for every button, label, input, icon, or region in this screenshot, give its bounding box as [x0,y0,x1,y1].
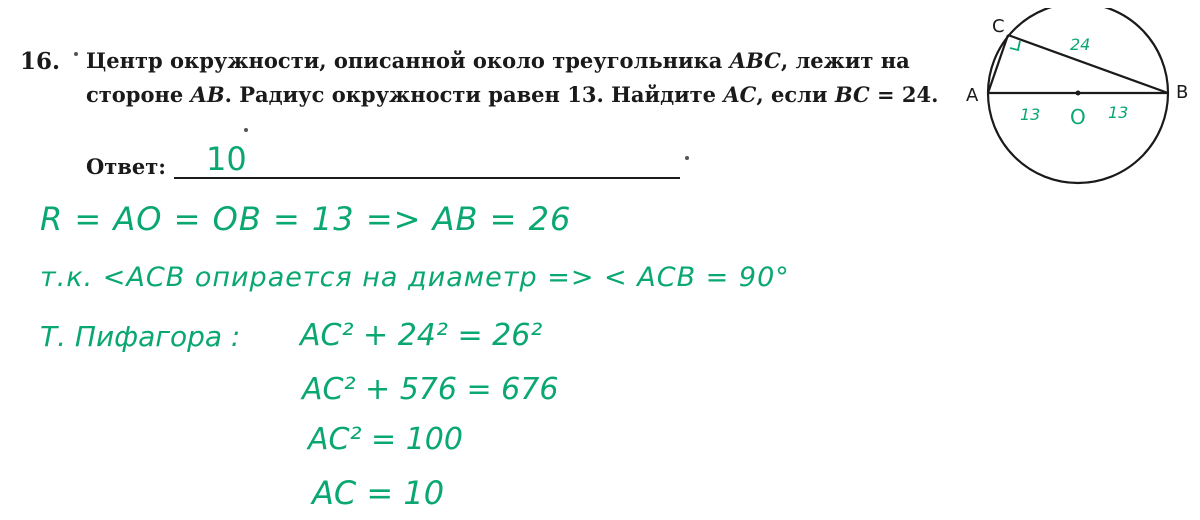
answer-value: 10 [206,140,247,178]
stray-mark-1 [74,52,78,56]
problem-line-2-mid2: , если [756,82,835,107]
problem-number: 16. [20,48,61,75]
problem-line-2-mid: . Радиус окружности равен 13. Найдите [224,82,724,107]
label-ao-length: 13 [1020,105,1041,124]
stray-mark-2 [244,128,248,132]
problem-line-1 [86,48,910,73]
stray-mark-3 [685,156,689,160]
var-bc: BC [834,82,870,107]
problem-line-1-end: , лежит на [780,48,910,73]
problem-line-2 [86,82,938,107]
label-bc-length: 24 [1070,35,1091,54]
right-angle-mark [1010,41,1020,50]
geometry-diagram [950,8,1200,198]
label-b: B [1176,82,1189,103]
solution-line-6: AC = 10 [312,474,445,512]
solution-line-3-label: Т. Пифагора : [40,320,241,353]
solution-line-3: AC² + 24² = 26² [300,318,543,353]
problem-line-2-end: = 24. [869,82,939,107]
problem-line-2-start: стороне [86,82,191,107]
label-o: O [1070,105,1086,129]
label-c: C [992,16,1005,37]
problem-line-1-text: Центр окружности, описанной около треугольника [86,48,730,73]
var-abc: ABC [729,48,781,73]
answer-field-line[interactable] [174,177,680,179]
label-a: A [966,85,979,106]
label-ob-length: 13 [1108,103,1129,122]
var-ab: AB [190,82,225,107]
center-point [1076,91,1081,96]
solution-line-5: AC² = 100 [308,422,463,457]
side-ac [988,35,1008,93]
solution-line-4: AC² + 576 = 676 [302,372,559,407]
answer-label: Ответ: [86,154,167,179]
var-ac: AC [723,82,757,107]
solution-line-1: R = AO = OB = 13 => AB = 26 [40,200,572,238]
solution-line-2: т.к. <ACB опирается на диаметр => < ACB = 90° [40,262,790,293]
